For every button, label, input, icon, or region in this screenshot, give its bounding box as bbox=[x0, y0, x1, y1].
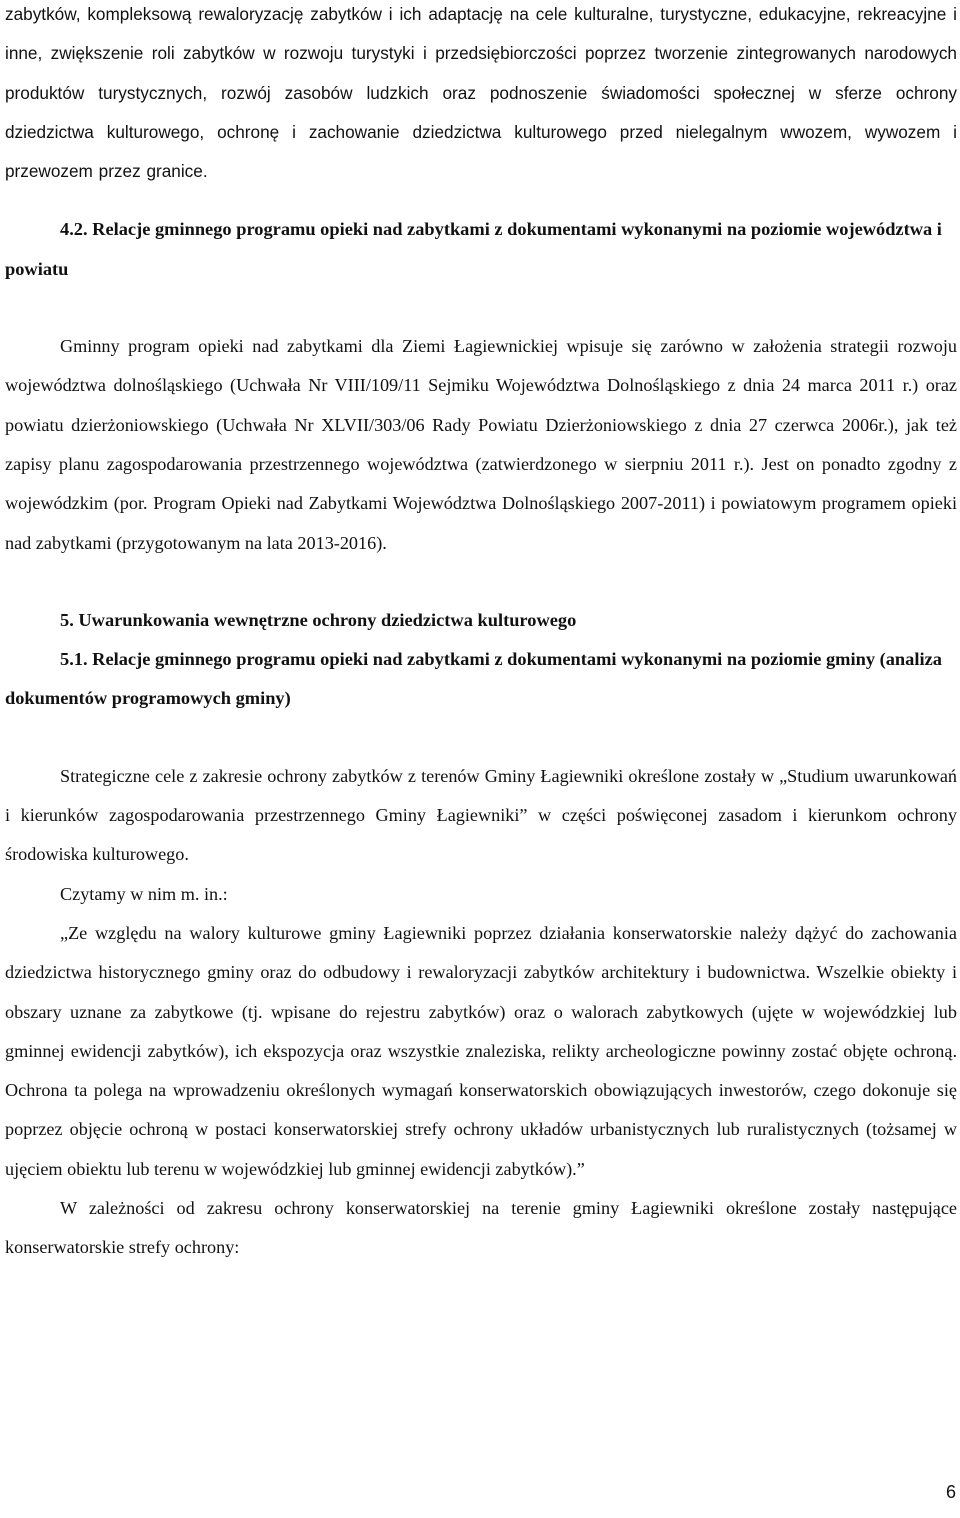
section-4-2-heading: 4.2. Relacje gminnego programu opieki nad zabytkami z dokumentami wykonanymi na poziomie województwa i powiatu bbox=[5, 219, 942, 279]
section-5-heading: 5. Uwarunkowania wewnętrzne ochrony dziedzictwa kulturowego bbox=[60, 609, 577, 630]
section-5-1-heading: 5.1. Relacje gminnego programu opieki nad zabytkami z dokumentami wykonanymi na poziomie gminy (analiza dokumentów programowych gminy) bbox=[5, 649, 942, 709]
section-5-1-paragraph-2: Czytamy w nim m. in.: bbox=[60, 883, 228, 904]
section-4-2-paragraph: Gminny program opieki nad zabytkami dla Ziemi Łagiewnickiej wpisuje się zarówno w założenia strategii rozwoju województwa dolnośląskiego (Uchwała Nr VIII/109/11 Sejmiku Województwa Dolnośląskiego z dnia 24 marca 2011 r.) oraz powiatu dzierżoniowskiego (Uchwała Nr XLVII/303/06 Rady Powiatu Dzierżoniowskiego z dnia 27 czerwca 2006r.), jak też zapisy planu zagospodarowania przestrzennego województwa (zatwierdzonego w sierpniu 2011 r.). Jest on ponadto zgodny z wojewódzkim (por. Program Opieki nad Zabytkami Województwa Dolnośląskiego 2007-2011) i powiatowym programem opieki nad zabytkami (przygotowanym na lata 2013-2016). bbox=[5, 336, 957, 553]
page-number: 6 bbox=[945, 1482, 956, 1502]
intro-paragraph: zabytków, kompleksową rewaloryzację zabytków i ich adaptację na cele kulturalne, turystyczne, edukacyjne, rekreacyjne i inne, zwiększenie roli zabytków w rozwoju turystyki i przedsiębiorczości poprzez tworzenie zintegrowanych narodowych produktów turystycznych, rozwój zasobów ludzkich oraz podnoszenie świadomości społecznej w sferze ochrony dziedzictwa kulturowego, ochronę i zachowanie dziedzictwa kulturowego przed nielegalnym wwozem, wywozem i przewozem przez granice. bbox=[5, 4, 957, 182]
section-5-1-paragraph-1: Strategiczne cele z zakresie ochrony zabytków z terenów Gminy Łagiewniki określone zostały w „Studium uwarunkowań i kierunków zagospodarowania przestrzennego Gminy Łagiewniki” w części poświęconej zasadom i kierunkom ochrony środowiska kulturowego. bbox=[5, 765, 957, 865]
section-5-1-paragraph-3: W zależności od zakresu ochrony konserwatorskiej na terenie gminy Łagiewniki określone zostały następujące konserwatorskie strefy ochrony: bbox=[5, 1198, 957, 1258]
section-5-1-quote: „Ze względu na walory kulturowe gminy Łagiewniki poprzez działania konserwatorskie należy dążyć do zachowania dziedzictwa historycznego gminy oraz do odbudowy i rewaloryzacji zabytków architektury i budownictwa. Wszelkie obiekty i obszary uznane za zabytkowe (tj. wpisane do rejestru zabytków) oraz o walorach zabytkowych (ujęte w wojewódzkiej lub gminnej ewidencji zabytków), ich ekspozycja oraz wszystkie znaleziska, relikty archeologiczne powinny zostać objęte ochroną. Ochrona ta polega na wprowadzeniu określonych wymagań konserwatorskich obowiązujących inwestorów, czego dokonuje się poprzez objęcie ochroną w postaci konserwatorskiej strefy ochrony układów urbanistycznych lub ruralistycznych (tożsamej w ujęciem obiektu lub terenu w wojewódzkiej lub gminnej ewidencji zabytków).” bbox=[5, 922, 957, 1179]
document-page bbox=[5, 0, 957, 1268]
